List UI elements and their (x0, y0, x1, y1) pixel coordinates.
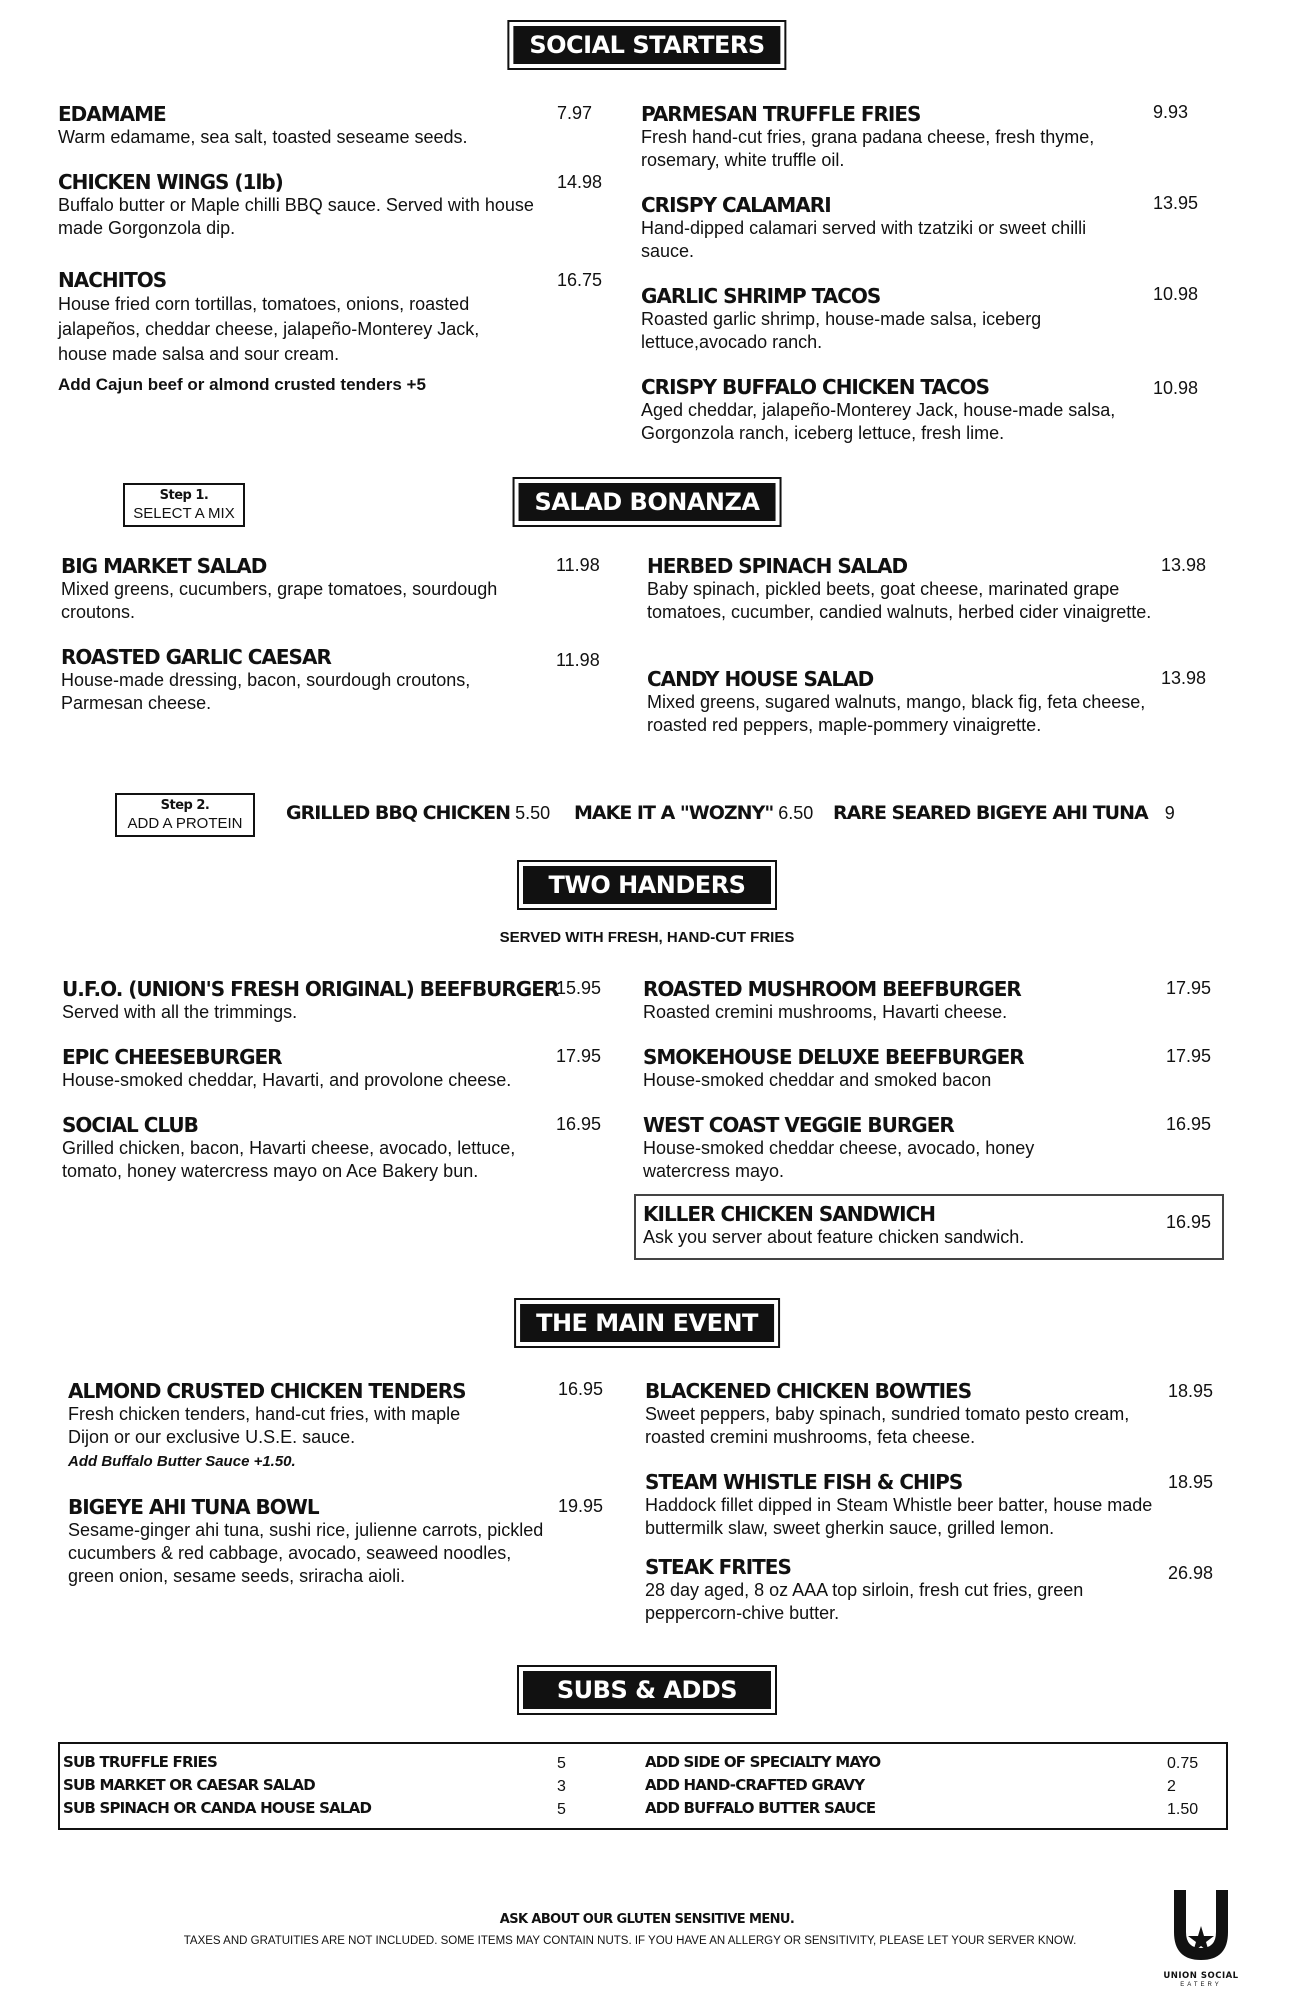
item-desc: Haddock fillet dipped in Steam Whistle beer batter, house made buttermilk slaw, sweet gherkin sauce, grilled lemon. (645, 1495, 1153, 1538)
step2-label: ADD A PROTEIN (127, 815, 243, 832)
item-name: ROASTED GARLIC CAESAR (61, 645, 331, 669)
item-name: BLACKENED CHICKEN BOWTIES (645, 1379, 972, 1403)
item-desc: House-smoked cheddar cheese, avocado, honey watercress mayo. (643, 1138, 1035, 1181)
item-desc: House-smoked cheddar and smoked bacon (643, 1070, 992, 1090)
item-name: STEAM WHISTLE FISH & CHIPS (645, 1470, 963, 1494)
menu-item-bigeye-ahi-tuna-bowl (68, 1495, 548, 1588)
item-name: CRISPY BUFFALO CHICKEN TACOS (641, 375, 990, 399)
tenders-add-note: Add Buffalo Butter Sauce +1.50. (68, 1453, 296, 1470)
sub-price: 5 (557, 1801, 566, 1818)
menu-item-garlic-shrimp-tacos (641, 284, 1121, 354)
protein-price: 6.50 (778, 803, 814, 823)
item-name: KILLER CHICKEN SANDWICH (643, 1202, 935, 1226)
item-price: 10.98 (1153, 378, 1199, 398)
protein-grilled-bbq-chicken (286, 800, 550, 826)
add-row (645, 1774, 864, 1797)
item-price: 14.98 (557, 172, 603, 192)
section-banner-social-starters: SOCIAL STARTERS (507, 20, 786, 70)
menu-item-roasted-mushroom-beefburger (643, 977, 1143, 1024)
item-name: CRISPY CALAMARI (641, 193, 831, 217)
menu-item-epic-cheeseburger (62, 1045, 562, 1092)
item-name: NACHITOS (58, 268, 167, 292)
add-price: 2 (1167, 1778, 1176, 1795)
item-desc: Sweet peppers, baby spinach, sundried tomato pesto cream, roasted cremini mushrooms, feta cheese. (645, 1404, 1130, 1447)
item-desc: Mixed greens, sugared walnuts, mango, black fig, feta cheese, roasted red peppers, maple-pommery vinaigrette. (647, 692, 1146, 735)
protein-price: 9 (1164, 803, 1175, 823)
gluten-menu-note: ASK ABOUT OUR GLUTEN SENSITIVE MENU. (499, 1912, 795, 1927)
item-desc: 28 day aged, 8 oz AAA top sirloin, fresh cut fries, green peppercorn-chive butter. (645, 1580, 1084, 1623)
item-desc: House fried corn tortillas, tomatoes, onions, roasted jalapeños, cheddar cheese, jalapeño-Monterey Jack, house made salsa and sour cream. (58, 294, 480, 364)
item-price: 13.98 (1161, 555, 1207, 575)
menu-item-chicken-wings (58, 170, 548, 240)
section-banner-subs-adds: SUBS & ADDS (517, 1665, 777, 1715)
menu-item-roasted-garlic-caesar (61, 645, 531, 715)
protein-name: RARE SEARED BIGEYE AHI TUNA (833, 802, 1148, 824)
step1-title: Step 1. (159, 488, 209, 503)
item-name: EPIC CHEESEBURGER (62, 1045, 282, 1069)
sub-row (63, 1774, 315, 1797)
menu-item-west-coast-veggie-burger (643, 1113, 1123, 1183)
item-name: BIG MARKET SALAD (61, 554, 267, 578)
item-name: ROASTED MUSHROOM BEEFBURGER (643, 977, 1021, 1001)
sub-name: SUB MARKET OR CAESAR SALAD (63, 1776, 315, 1794)
step2-title: Step 2. (160, 798, 210, 813)
logo-line2: EATERY (1180, 1982, 1222, 1988)
item-price: 18.95 (1168, 1381, 1214, 1401)
item-desc: Roasted garlic shrimp, house-made salsa, iceberg lettuce,avocado ranch. (641, 309, 1042, 352)
add-price: 1.50 (1167, 1801, 1199, 1818)
menu-item-big-market-salad (61, 554, 551, 624)
menu-item-crispy-calamari (641, 193, 1141, 263)
sub-row (63, 1797, 371, 1820)
item-price: 16.95 (1166, 1114, 1212, 1134)
menu-item-almond-crusted-chicken-tenders (68, 1379, 468, 1449)
logo-line1: UNION SOCIAL (1163, 1971, 1239, 1981)
union-social-logo (1160, 1886, 1242, 1996)
item-name: GARLIC SHRIMP TACOS (641, 284, 881, 308)
menu-item-edamame (58, 102, 548, 149)
item-desc: Warm edamame, sea salt, toasted seseame seeds. (58, 127, 468, 147)
item-price: 26.98 (1168, 1563, 1214, 1583)
item-desc: Fresh hand-cut fries, grana padana cheese, fresh thyme, rosemary, white truffle oil. (641, 127, 1095, 170)
item-price: 15.95 (556, 978, 602, 998)
menu-item-ufo-beefburger (62, 977, 562, 1024)
item-price: 19.95 (558, 1496, 604, 1516)
item-desc: Served with all the trimmings. (62, 1002, 298, 1022)
item-price: 11.98 (556, 650, 600, 670)
menu-item-social-club (62, 1113, 562, 1183)
item-name: U.F.O. (UNION'S FRESH ORIGINAL) BEEFBURGER (62, 977, 559, 1001)
add-row (645, 1751, 880, 1774)
item-price: 16.95 (556, 1114, 602, 1134)
item-name: EDAMAME (58, 102, 166, 126)
step2-box (115, 793, 255, 837)
menu-item-smokehouse-deluxe-beefburger (643, 1045, 1143, 1092)
item-name: STEAK FRITES (645, 1555, 791, 1579)
menu-item-candy-house-salad (647, 667, 1162, 737)
item-name: SMOKEHOUSE DELUXE BEEFBURGER (643, 1045, 1024, 1069)
sub-name: SUB SPINACH OR CANDA HOUSE SALAD (63, 1799, 372, 1817)
sub-name: SUB TRUFFLE FRIES (63, 1753, 217, 1771)
section-banner-two-handers: TWO HANDERS (517, 860, 777, 910)
union-u-star-icon (1160, 1886, 1242, 1964)
item-name: CHICKEN WINGS (1lb) (58, 170, 283, 194)
item-price: 16.75 (557, 270, 603, 290)
item-price: 18.95 (1168, 1472, 1214, 1492)
item-price: 17.95 (1166, 1046, 1212, 1066)
item-price: 10.98 (1153, 284, 1199, 304)
item-name: HERBED SPINACH SALAD (647, 554, 908, 578)
add-name: ADD BUFFALO BUTTER SAUCE (645, 1799, 876, 1817)
item-price: 11.98 (556, 555, 600, 575)
step1-label: SELECT A MIX (133, 505, 235, 522)
item-price: 13.98 (1161, 668, 1207, 688)
add-row (645, 1797, 875, 1820)
two-handers-subtitle: SERVED WITH FRESH, HAND-CUT FRIES (499, 929, 795, 946)
add-name: ADD SIDE OF SPECIALTY MAYO (645, 1753, 881, 1771)
menu-item-herbed-spinach-salad (647, 554, 1162, 624)
item-name: WEST COAST VEGGIE BURGER (643, 1113, 954, 1137)
item-desc: Fresh chicken tenders, hand-cut fries, with maple Dijon or our exclusive U.S.E. sauce. (68, 1404, 461, 1447)
item-price: 16.95 (558, 1379, 604, 1399)
menu-item-steam-whistle-fish-chips (645, 1470, 1155, 1540)
step1-box (123, 483, 245, 527)
item-price: 16.95 (1166, 1212, 1212, 1232)
nachitos-add-note: Add Cajun beef or almond crusted tenders +5 (58, 375, 426, 394)
item-name: BIGEYE AHI TUNA BOWL (68, 1495, 319, 1519)
item-desc: House-smoked cheddar, Havarti, and provolone cheese. (62, 1070, 512, 1090)
sub-row (63, 1751, 217, 1774)
item-desc: Grilled chicken, bacon, Havarti cheese, avocado, lettuce, tomato, honey watercress mayo on Ace Bakery bun. (62, 1138, 516, 1181)
item-name: ALMOND CRUSTED CHICKEN TENDERS (68, 1379, 466, 1403)
item-desc: Ask you server about feature chicken sandwich. (643, 1227, 1025, 1247)
item-desc: Hand-dipped calamari served with tzatziki or sweet chilli sauce. (641, 218, 1087, 261)
item-price: 17.95 (1166, 978, 1212, 998)
item-desc: Sesame-ginger ahi tuna, sushi rice, julienne carrots, pickled cucumbers & red cabbage, avocado, seaweed noodles, green onion, sesame seeds, sriracha aioli. (68, 1520, 544, 1586)
menu-item-steak-frites (645, 1555, 1135, 1625)
item-desc: Aged cheddar, jalapeño-Monterey Jack, house-made salsa, Gorgonzola ranch, iceberg lettuce, fresh lime. (641, 400, 1116, 443)
item-desc: Roasted cremini mushrooms, Havarti cheese. (643, 1002, 1008, 1022)
item-price: 7.97 (557, 103, 593, 123)
sub-price: 3 (557, 1778, 566, 1795)
allergy-disclaimer: TAXES AND GRATUITIES ARE NOT INCLUDED. SOME ITEMS MAY CONTAIN NUTS. IF YOU HAVE AN ALLERGY OR SENSITIVITY, PLEASE LET YOUR SERVER KNOW. (183, 1935, 1077, 1947)
section-banner-salad-bonanza: SALAD BONANZA (513, 477, 782, 527)
item-desc: Mixed greens, cucumbers, grape tomatoes, sourdough croutons. (61, 579, 498, 622)
menu-item-nachitos (58, 268, 528, 367)
item-desc: Baby spinach, pickled beets, goat cheese, marinated grape tomatoes, cucumber, candied walnuts, herbed cider vinaigrette. (647, 579, 1152, 622)
section-banner-main-event: THE MAIN EVENT (514, 1298, 780, 1348)
protein-name: GRILLED BBQ CHICKEN (286, 802, 511, 824)
item-price: 13.95 (1153, 193, 1199, 213)
menu-item-killer-chicken-sandwich (643, 1202, 1123, 1249)
sub-price: 5 (557, 1755, 566, 1772)
protein-ahi-tuna (833, 800, 1175, 826)
add-price: 0.75 (1167, 1755, 1199, 1772)
protein-name: MAKE IT A "WOZNY" (574, 802, 774, 824)
menu-item-parmesan-truffle-fries (641, 102, 1141, 172)
protein-wozny (574, 800, 813, 826)
menu-item-crispy-buffalo-chicken-tacos (641, 375, 1161, 445)
item-price: 17.95 (556, 1046, 602, 1066)
menu-item-blackened-chicken-bowties (645, 1379, 1175, 1449)
item-desc: Buffalo butter or Maple chilli BBQ sauce. Served with house made Gorgonzola dip. (58, 195, 534, 238)
item-name: CANDY HOUSE SALAD (647, 667, 874, 691)
item-desc: House-made dressing, bacon, sourdough croutons, Parmesan cheese. (61, 670, 471, 713)
item-name: PARMESAN TRUFFLE FRIES (641, 102, 921, 126)
item-name: SOCIAL CLUB (62, 1113, 198, 1137)
protein-price: 5.50 (515, 803, 551, 823)
item-price: 9.93 (1153, 102, 1189, 122)
add-name: ADD HAND-CRAFTED GRAVY (645, 1776, 865, 1794)
